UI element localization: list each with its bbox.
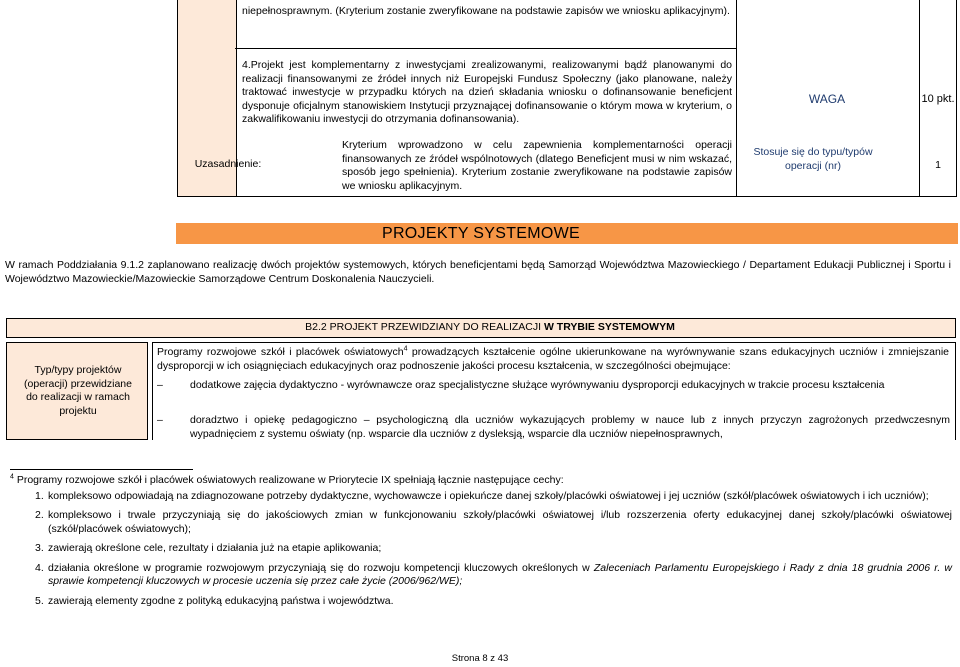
section-heading: PROJEKTY SYSTEMOWE [381, 225, 581, 242]
footnote-item [10, 562, 952, 589]
footnote-separator [10, 469, 193, 470]
b22-body-intro [157, 346, 949, 373]
justification-label: Uzasadnienie: [194, 158, 262, 170]
weight-label: WAGA [808, 92, 846, 106]
b22-intro-part-b: prowadzących kształcenie ogólne ukierunkowane na wyrównywanie szans edukacyjnych uczniów i zmniejszanie dysproporcji w ich osiągnięciach edukacyjnych oraz podnoszenie jakości procesu kształcenia, w szczególności obejmujące: [157, 346, 949, 372]
b22-intro-part-a: Programy rozwojowe szkół i placówek oświatowych [157, 346, 404, 358]
bullet-marker: – [157, 379, 163, 391]
b22-heading-plain: B2.2 PROJEKT PRZEWIDZIANY DO REALIZACJI [305, 321, 544, 333]
item-text-italic: Zaleceniach Parlamentu Europejskiego i Rady z dnia 18 grudnia 2006 r. w sprawie kompetencji kluczowych w procesie uczenia się przez całe życie (2006/962/WE); [48, 561, 952, 587]
b22-bullet-1: dodatkowe zajęcia dydaktyczno - wyrównawcze oraz specjalistyczne służące wyrównywaniu dysproporcji edukacyjnych w trakcie procesu kształcenia [190, 379, 885, 391]
applies-value: 1 [935, 159, 941, 171]
footnote-item [10, 595, 952, 609]
footnote-item [10, 490, 952, 504]
footnote-marker: 4 [10, 473, 14, 481]
footnote-intro [10, 474, 952, 488]
footnote-intro-text: Programy rozwojowe szkół i placówek oświatowych realizowane w Priorytecie IX spełniają łącznie następujące cechy: [16, 474, 564, 486]
item-text: kompleksowo odpowiadają na zdiagnozowane potrzeby dydaktyczne, wychowawcze i opiekuńcze danej szkoły/placówki oświatowej i jej uczniów (szkół/placówek oświatowych i ich uczniów); [48, 489, 929, 502]
table-bottom-border [177, 196, 957, 197]
footnote-item [10, 542, 952, 556]
footnote-item [10, 509, 952, 536]
item-text: zawierają elementy zgodne z polityką edukacyjną państwa i województwa. [48, 594, 394, 607]
item-number: 5. [35, 594, 44, 607]
weight-value: 10 pkt. [921, 93, 955, 105]
divider [956, 0, 957, 197]
item-text: zawierają określone cele, rezultaty i działania już na etapie aplikowania; [48, 542, 382, 554]
item-number: 2. [35, 509, 44, 521]
continuation-text: niepełnosprawnym. (Kryterium zostanie zweryfikowane na podstawie zapisów we wniosku aplikacyjnym). [242, 5, 730, 17]
intro-paragraph: W ramach Poddziałania 9.1.2 zaplanowano realizację dwóch projektów systemowych, których beneficjentami będą Samorząd Województwa Mazowieckiego / Departament Edukacji Publicznej i Sportu i Województwo Mazowieckie/Mazowieckie Samorządowe Centrum Doskonalenia Nauczycieli. [5, 259, 951, 285]
b22-heading-bold: W TRYBIE SYSTEMOWYM [543, 321, 675, 333]
footnote-block [10, 474, 952, 614]
page-number: Strona 8 z 43 [451, 653, 509, 664]
item-text: kompleksowo i trwale przyczyniają się do jakościowych zmian w funkcjonowaniu szkoły/placówki oświatowej i/lub rozszerzenia oferty edukacyjnej danej szkoły/placówki oświatowej (szkół/placówek oświatowych); [48, 509, 952, 535]
divider [235, 48, 737, 49]
item-number: 3. [35, 542, 44, 554]
item-number: 1. [35, 489, 44, 502]
b22-heading [150, 321, 830, 335]
footnote-list [10, 490, 952, 609]
item-number: 4. [35, 561, 44, 574]
b22-bullet-2: doradztwo i opiekę pedagogiczno – psychologiczną dla uczniów wykazujących problemy w nauce lub z innych przyczyn zagrożonych przedwczesnym wypadnięciem z systemu oświaty (np. wsparcie dla uczniów z dysleksją, wsparcie dla uczniów niepełnosprawnych, [190, 414, 950, 440]
criterion-text: 4.Projekt jest komplementarny z inwestycjami zrealizowanymi, realizowanymi bądź planowanymi do realizacji finansowanymi ze źródeł innych niż Europejski Fundusz Społeczny (jako planowane, należy traktować inwestycje w przypadku których na dzień składania wniosku o dofinansowanie beneficjent dysponuje oficjalnym stanowiskiem Instytucji przyznającej dofinansowanie o którym mowa w kryterium, o zakwalifikowaniu inwestycji do otrzymania dofinansowania). [242, 59, 732, 125]
applies-label: Stosuje się do typu/typów operacji (nr) [753, 146, 873, 172]
item-text: działania określone w programie rozwojowym przyczyniają się do rozwoju kompetencji kluczowych określonych w [48, 561, 594, 574]
justification-text: Kryterium wprowadzono w celu zapewnienia komplementarności operacji finansowanych ze źródeł wspólnotowych (dlatego Beneficjent musi w nim wskazać, sposób jego spełnienia). Kryterium zostanie zweryfikowane na podstawie zapisów we wniosku aplikacyjnym. [342, 139, 732, 192]
bullet-marker: – [157, 414, 163, 426]
footnote-ref[interactable]: 4 [403, 345, 408, 353]
b22-left-label: Typ/typy projektów (operacji) przewidziane do realizacji w ramach projektu [24, 364, 132, 417]
